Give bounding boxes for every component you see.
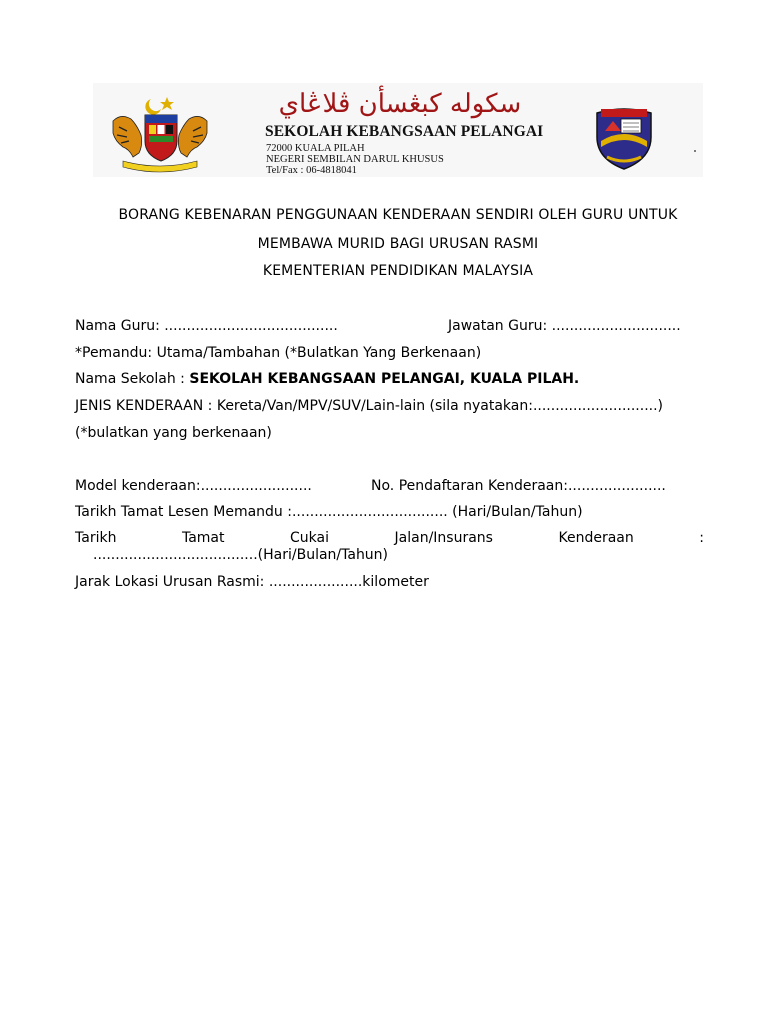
- jenis-kenderaan-field: JENIS KENDERAAN : Kereta/Van/MPV/SUV/Lain-lain (sila nyatakan:............................): [75, 398, 664, 414]
- bulatkan-note: (*bulatkan yang berkenaan): [75, 425, 272, 441]
- jarak-lokasi-field: Jarak Lokasi Urusan Rasmi: .....................kilometer: [75, 574, 429, 590]
- no-pendaftaran-field: No. Pendaftaran Kenderaan:......................: [371, 478, 666, 494]
- nama-guru-field: Nama Guru: .......................................: [75, 318, 338, 334]
- school-badge-icon: [593, 105, 655, 171]
- form-title-line-3: KEMENTERIAN PENDIDIKAN MALAYSIA: [262, 263, 534, 279]
- nama-sekolah-field: [75, 370, 579, 388]
- nama-sekolah-value: SEKOLAH KEBANGSAAN PELANGAI, KUALA PILAH.: [189, 371, 580, 387]
- tarikh-cukai-word: Kenderaan: [558, 530, 634, 546]
- tarikh-cukai-continuation: .....................................(Hari/Bulan/Tahun): [93, 547, 389, 563]
- school-name-jawi: سکوله کبڠسأن ڤلاڠاي: [278, 89, 522, 119]
- tarikh-cukai-word: :: [699, 530, 704, 546]
- malaysia-coat-of-arms-icon: [105, 93, 215, 173]
- form-title-line-2: MEMBAWA MURID BAGI URUSAN RASMI: [257, 236, 539, 252]
- tarikh-lesen-field: Tarikh Tamat Lesen Memandu :................................... (Hari/Bulan/Tahun): [75, 504, 583, 520]
- address-line-2: NEGERI SEMBILAN DARUL KHUSUS: [266, 154, 444, 165]
- tarikh-cukai-word: Cukai: [290, 530, 329, 546]
- jawatan-guru-field: Jawatan Guru: .............................: [448, 318, 681, 334]
- school-name: SEKOLAH KEBANGSAAN PELANGAI: [265, 123, 544, 140]
- tarikh-cukai-word: Tarikh: [75, 530, 117, 546]
- letterhead: [93, 83, 703, 177]
- model-kenderaan-field: Model kenderaan:.........................: [75, 478, 312, 494]
- stray-dot: [694, 150, 696, 152]
- pemandu-field: *Pemandu: Utama/Tambahan (*Bulatkan Yang Berkenaan): [75, 345, 482, 361]
- tarikh-cukai-word: Jalan/Insurans: [394, 530, 493, 546]
- tarikh-cukai-word: Tamat: [181, 530, 225, 546]
- address-line-1: 72000 KUALA PILAH: [266, 143, 365, 154]
- nama-sekolah-label: Nama Sekolah :: [75, 371, 190, 387]
- tarikh-cukai-field: [75, 529, 704, 547]
- form-title-line-1: BORANG KEBENARAN PENGGUNAAN KENDERAAN SENDIRI OLEH GURU UNTUK: [118, 207, 678, 223]
- telfax: Tel/Fax : 06-4818041: [266, 165, 357, 176]
